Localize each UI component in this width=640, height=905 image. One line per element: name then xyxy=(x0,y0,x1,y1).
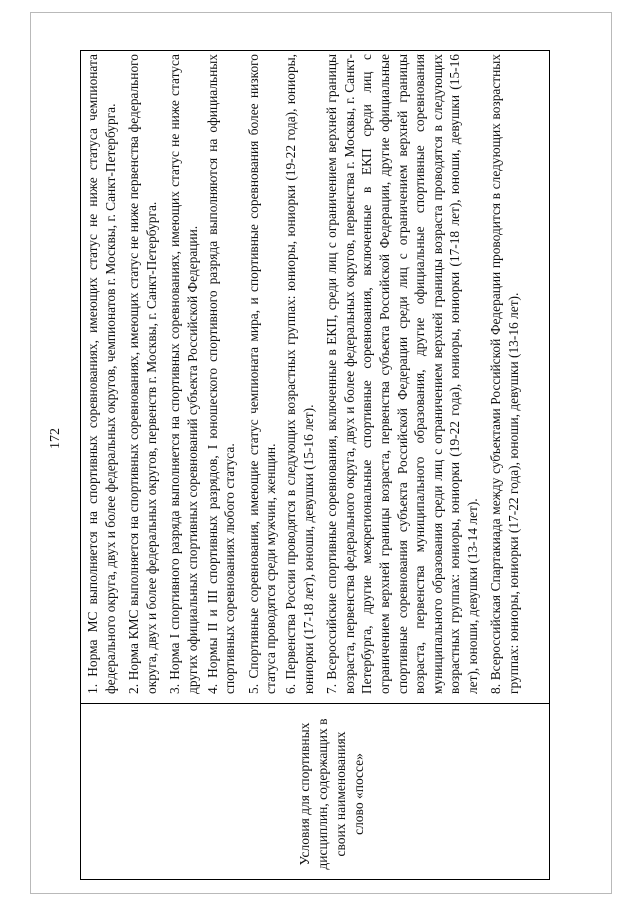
rule-item-1: 1. Норма МС выполняется на спортивных соревнованиях, имеющих статус не ниже статуса чемпионата федерального округа, двух и более федеральных округов, чемпионатов г. Москвы, г. Санкт-Петербурга. xyxy=(85,54,118,694)
rule-item-7: 7. Всероссийские спортивные соревнования, включенные в ЕКП, среди лиц с ограничением верхней границы возраста, первенства федерального округа, двух и более федеральных округов, первенства г. Москвы, г. Санкт-Петербурга, другие межрегиональные спортивные соревнования, включенные в ЕКП среди лиц с ограничением верхней границы возраста, первенства субъекта Российской Федерации, другие официальные спортивные соревнования субъекта Российской Федерации среди лиц с ограничением верхней границы возраста, первенства муниципального образования, другие официальные спортивные соревнования муниципального образования среди лиц с ограничением верхней границы возраста проводятся в следующих возрастных группах: юниоры, юниорки (19-22 года), юниоры, юниорки (17-18 лет), юноши, девушки (15-16 лет), юноши, девушки (13-14 лет). xyxy=(324,54,480,694)
conditions-title: Условия для спортивных дисциплин, содержащих в своих наименованиях слово «поссе» xyxy=(297,718,366,870)
rule-item-4: 4. Нормы II и III спортивных разрядов, I юношеского спортивного разряда выполняются на официальных спортивных соревнованиях любого статуса. xyxy=(204,54,238,694)
rule-item-6: 6. Первенства России проводятся в следующих возрастных группах: юниоры, юниорки (19-22 года), юниоры, юниорки (17-18 лет), юноши, девушки (15-16 лет). xyxy=(282,54,316,694)
page-number: 172 xyxy=(48,428,63,449)
rule-item-2: 2. Норма КМС выполняется на спортивных соревнованиях, имеющих статус не ниже первенства федерального округа, двух и более федеральных округов, первенств г. Москвы, г. Санкт-Петербурга. xyxy=(126,54,159,694)
rules-cell xyxy=(84,54,529,694)
conditions-cell xyxy=(80,714,550,874)
column-divider xyxy=(80,703,550,704)
rule-item-3: 3. Норма I спортивного разряда выполняется на спортивных соревнованиях, имеющих статус не ниже статуса других официальных спортивных соревнований субъекта Российской Федерации. xyxy=(167,54,200,694)
rule-item-8: 8. Всероссийская Спартакиада между субъектами Российской Федерации проводится в следующих возрастных группах: юниоры, юниорки (17-22 года), юноши, девушки (13-16 лет). xyxy=(488,54,522,694)
rotated-table xyxy=(80,50,550,880)
rule-item-5: 5. Спортивные соревнования, имеющие статус чемпионата мира, и спортивные соревнования более низкого статуса проводятся среди мужчин, женщин. xyxy=(245,54,279,694)
